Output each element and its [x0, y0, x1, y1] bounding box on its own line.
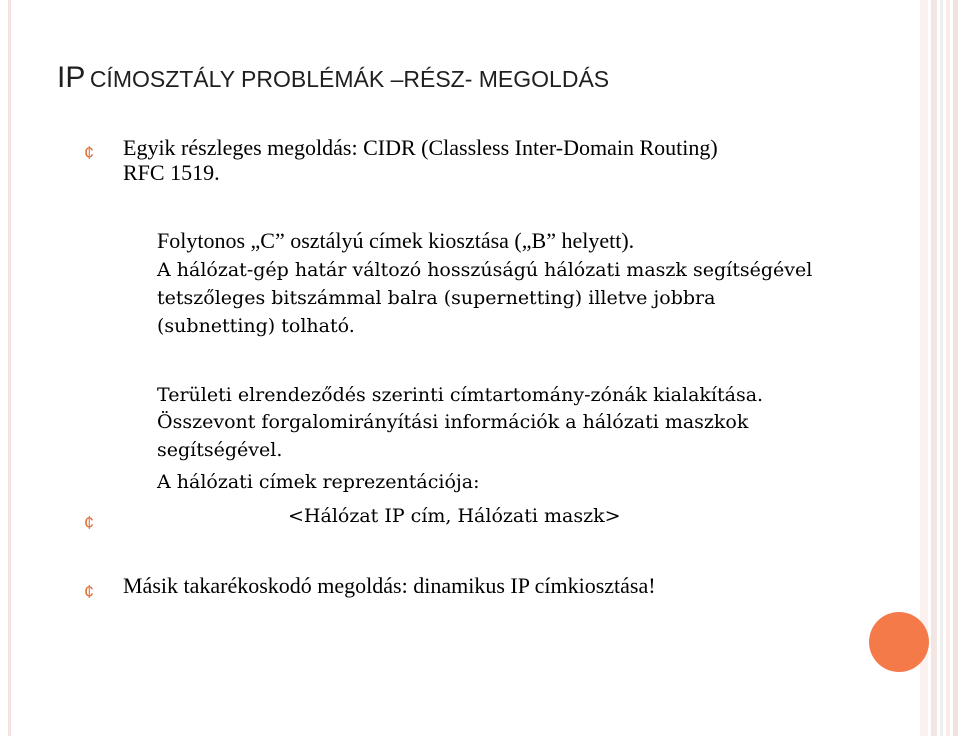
slide-title [57, 61, 609, 95]
bullet-icon: ¢ [84, 143, 95, 163]
bullet-icon: ¢ [84, 513, 95, 533]
list-item: (subnetting) tolható. [157, 315, 355, 337]
list-item: tetszőleges bitszámmal balra (supernetting) illetve jobbra [157, 287, 716, 309]
list-item: Folytonos „C” osztályú címek kiosztása („B” helyett). [157, 228, 635, 253]
left-decorative-rule [8, 0, 11, 736]
orange-circle-decoration [869, 612, 929, 672]
list-item: Egyik részleges megoldás: CIDR (Classless Inter-Domain Routing) [123, 135, 718, 160]
title-rest: CÍMOSZTÁLY PROBLÉMÁK –RÉSZ- MEGOLDÁS [89, 66, 610, 92]
right-decorative-stripes [920, 0, 960, 736]
list-item: A hálózati címek reprezentációja: [157, 471, 480, 493]
bullet-icon: ¢ [84, 582, 95, 602]
list-item: Területi elrendeződés szerinti címtartomány-zónák kialakítása. [157, 384, 764, 406]
list-item: RFC 1519. [123, 160, 220, 185]
list-item: <Hálózat IP cím, Hálózati maszk> [288, 505, 621, 527]
list-item: A hálózat-gép határ változó hosszúságú hálózati maszk segítségével [157, 259, 813, 281]
list-item: Összevont forgalomirányítási információk a hálózati maszkok [157, 411, 749, 433]
list-item: Másik takarékoskodó megoldás: dinamikus IP címkiosztása! [123, 573, 656, 598]
title-main: IP [57, 61, 86, 94]
list-item: segítségével. [157, 439, 283, 461]
